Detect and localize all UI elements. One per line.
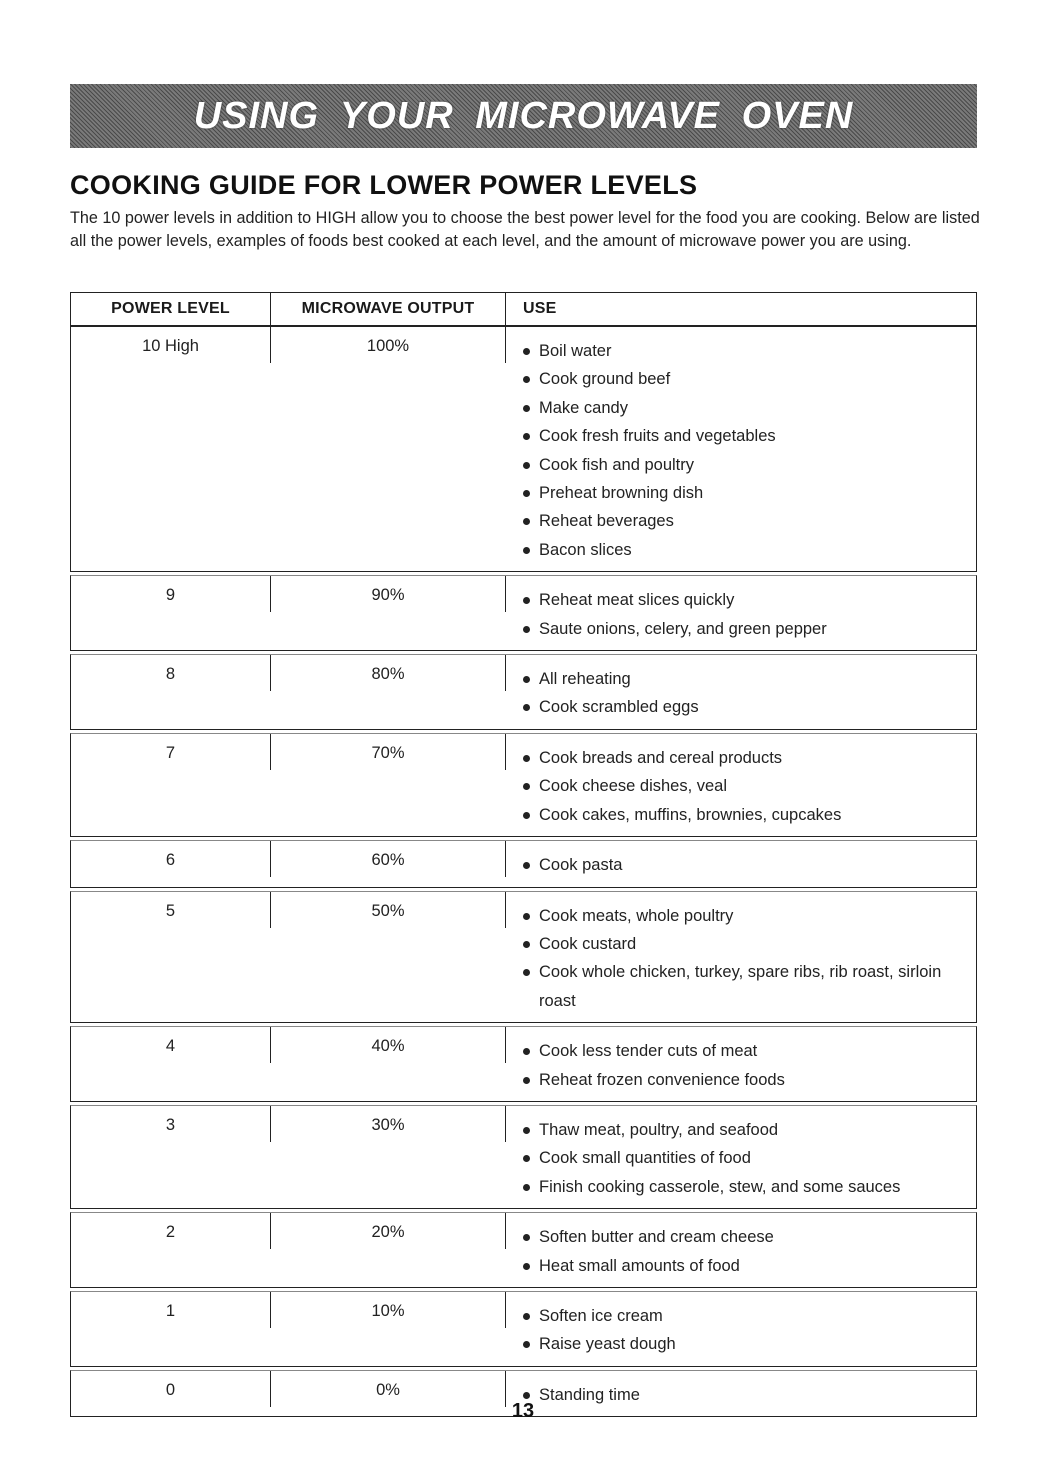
use-list-item: Reheat frozen convenience foods (523, 1066, 966, 1094)
power-level-cell: 3 (71, 1106, 271, 1142)
microwave-output-cell: 0% (271, 1371, 506, 1407)
use-list-item: Reheat meat slices quickly (523, 586, 966, 614)
use-list (506, 902, 976, 1016)
use-list (506, 586, 976, 643)
power-level-cell: 9 (71, 576, 271, 612)
table-row (70, 575, 977, 651)
use-cell (506, 734, 976, 836)
use-list-item: Cook small quantities of food (523, 1144, 966, 1172)
use-list-item: Preheat browning dish (523, 479, 966, 507)
microwave-output-cell: 90% (271, 576, 506, 612)
header-use: USE (523, 300, 557, 317)
use-list (506, 337, 976, 564)
power-level-cell: 5 (71, 892, 271, 928)
microwave-output-cell: 70% (271, 734, 506, 770)
use-list-item: Thaw meat, poultry, and seafood (523, 1116, 966, 1144)
microwave-output-cell: 50% (271, 892, 506, 928)
table-row (70, 654, 977, 730)
power-level-cell: 7 (71, 734, 271, 770)
use-list-item: Bacon slices (523, 536, 966, 564)
power-level-table (70, 292, 977, 1417)
use-list (506, 665, 976, 722)
use-cell (506, 892, 976, 1023)
use-list-item: Cook custard (523, 930, 966, 958)
use-list (506, 1037, 976, 1094)
power-level-cell: 6 (71, 841, 271, 877)
microwave-output-cell: 20% (271, 1213, 506, 1249)
microwave-output-cell: 100% (271, 327, 506, 363)
table-row (70, 1026, 977, 1102)
microwave-output-cell: 10% (271, 1292, 506, 1328)
use-cell (506, 1027, 976, 1101)
use-cell (506, 1292, 976, 1366)
use-cell (506, 576, 976, 650)
power-level-cell: 4 (71, 1027, 271, 1063)
use-list-item: Raise yeast dough (523, 1330, 966, 1358)
table-row (70, 1105, 977, 1209)
page-title: COOKING GUIDE FOR LOWER POWER LEVELS (70, 170, 698, 200)
use-list-item: Soften butter and cream cheese (523, 1223, 966, 1251)
power-level-cell: 0 (71, 1371, 271, 1407)
header-power-level: POWER LEVEL (71, 293, 271, 325)
header-microwave-output: MICROWAVE OUTPUT (271, 293, 506, 325)
table-body (70, 327, 977, 1417)
table-row (70, 327, 977, 572)
section-banner (70, 84, 977, 148)
page-number: 13 (511, 1400, 535, 1422)
use-list-item: Cook ground beef (523, 365, 966, 393)
use-list-item: Heat small amounts of food (523, 1252, 966, 1280)
use-list-item: Cook whole chicken, turkey, spare ribs, rib roast, sirloin roast (523, 958, 966, 1015)
table-row (70, 891, 977, 1024)
use-list-item: Cook pasta (523, 851, 966, 879)
use-cell (506, 841, 976, 886)
use-cell (506, 1213, 976, 1287)
use-list-item: Soften ice cream (523, 1302, 966, 1330)
table-header-row (70, 292, 977, 327)
use-list-item: All reheating (523, 665, 966, 693)
use-list-item: Cook meats, whole poultry (523, 902, 966, 930)
use-list-item: Cook fish and poultry (523, 451, 966, 479)
use-list-item: Cook fresh fruits and vegetables (523, 422, 966, 450)
power-level-cell: 10 High (71, 327, 271, 363)
use-list-item: Make candy (523, 394, 966, 422)
microwave-output-cell: 80% (271, 655, 506, 691)
use-list-item: Cook cakes, muffins, brownies, cupcakes (523, 801, 966, 829)
microwave-output-cell: 40% (271, 1027, 506, 1063)
use-list-item: Cook cheese dishes, veal (523, 772, 966, 800)
use-list-item: Cook breads and cereal products (523, 744, 966, 772)
table-row (70, 840, 977, 887)
use-list (506, 1116, 976, 1201)
power-level-cell: 8 (71, 655, 271, 691)
intro-paragraph: The 10 power levels in addition to HIGH allow you to choose the best power level for the food you are cooking. Below are listed all the power levels, examples of foods best cooked at each level, and the amount of microwave power you are using. (70, 209, 980, 250)
power-level-cell: 1 (71, 1292, 271, 1328)
microwave-output-cell: 60% (271, 841, 506, 877)
use-list (506, 1302, 976, 1359)
use-cell (506, 655, 976, 729)
use-list-item: Reheat beverages (523, 507, 966, 535)
table-row (70, 1212, 977, 1288)
use-list-item: Boil water (523, 337, 966, 365)
microwave-output-cell: 30% (271, 1106, 506, 1142)
use-list-item: Standing time (523, 1381, 966, 1409)
use-cell (506, 327, 976, 571)
use-list-item: Saute onions, celery, and green pepper (523, 615, 966, 643)
banner-title: USING YOUR MICROWAVE OVEN (193, 94, 854, 137)
use-list (506, 744, 976, 829)
table-row (70, 1291, 977, 1367)
use-list-item: Finish cooking casserole, stew, and some sauces (523, 1173, 966, 1201)
use-list-item: Cook scrambled eggs (523, 693, 966, 721)
use-list (506, 851, 976, 879)
use-list (506, 1223, 976, 1280)
use-list-item: Cook less tender cuts of meat (523, 1037, 966, 1065)
table-row (70, 733, 977, 837)
power-level-cell: 2 (71, 1213, 271, 1249)
use-cell (506, 1106, 976, 1208)
